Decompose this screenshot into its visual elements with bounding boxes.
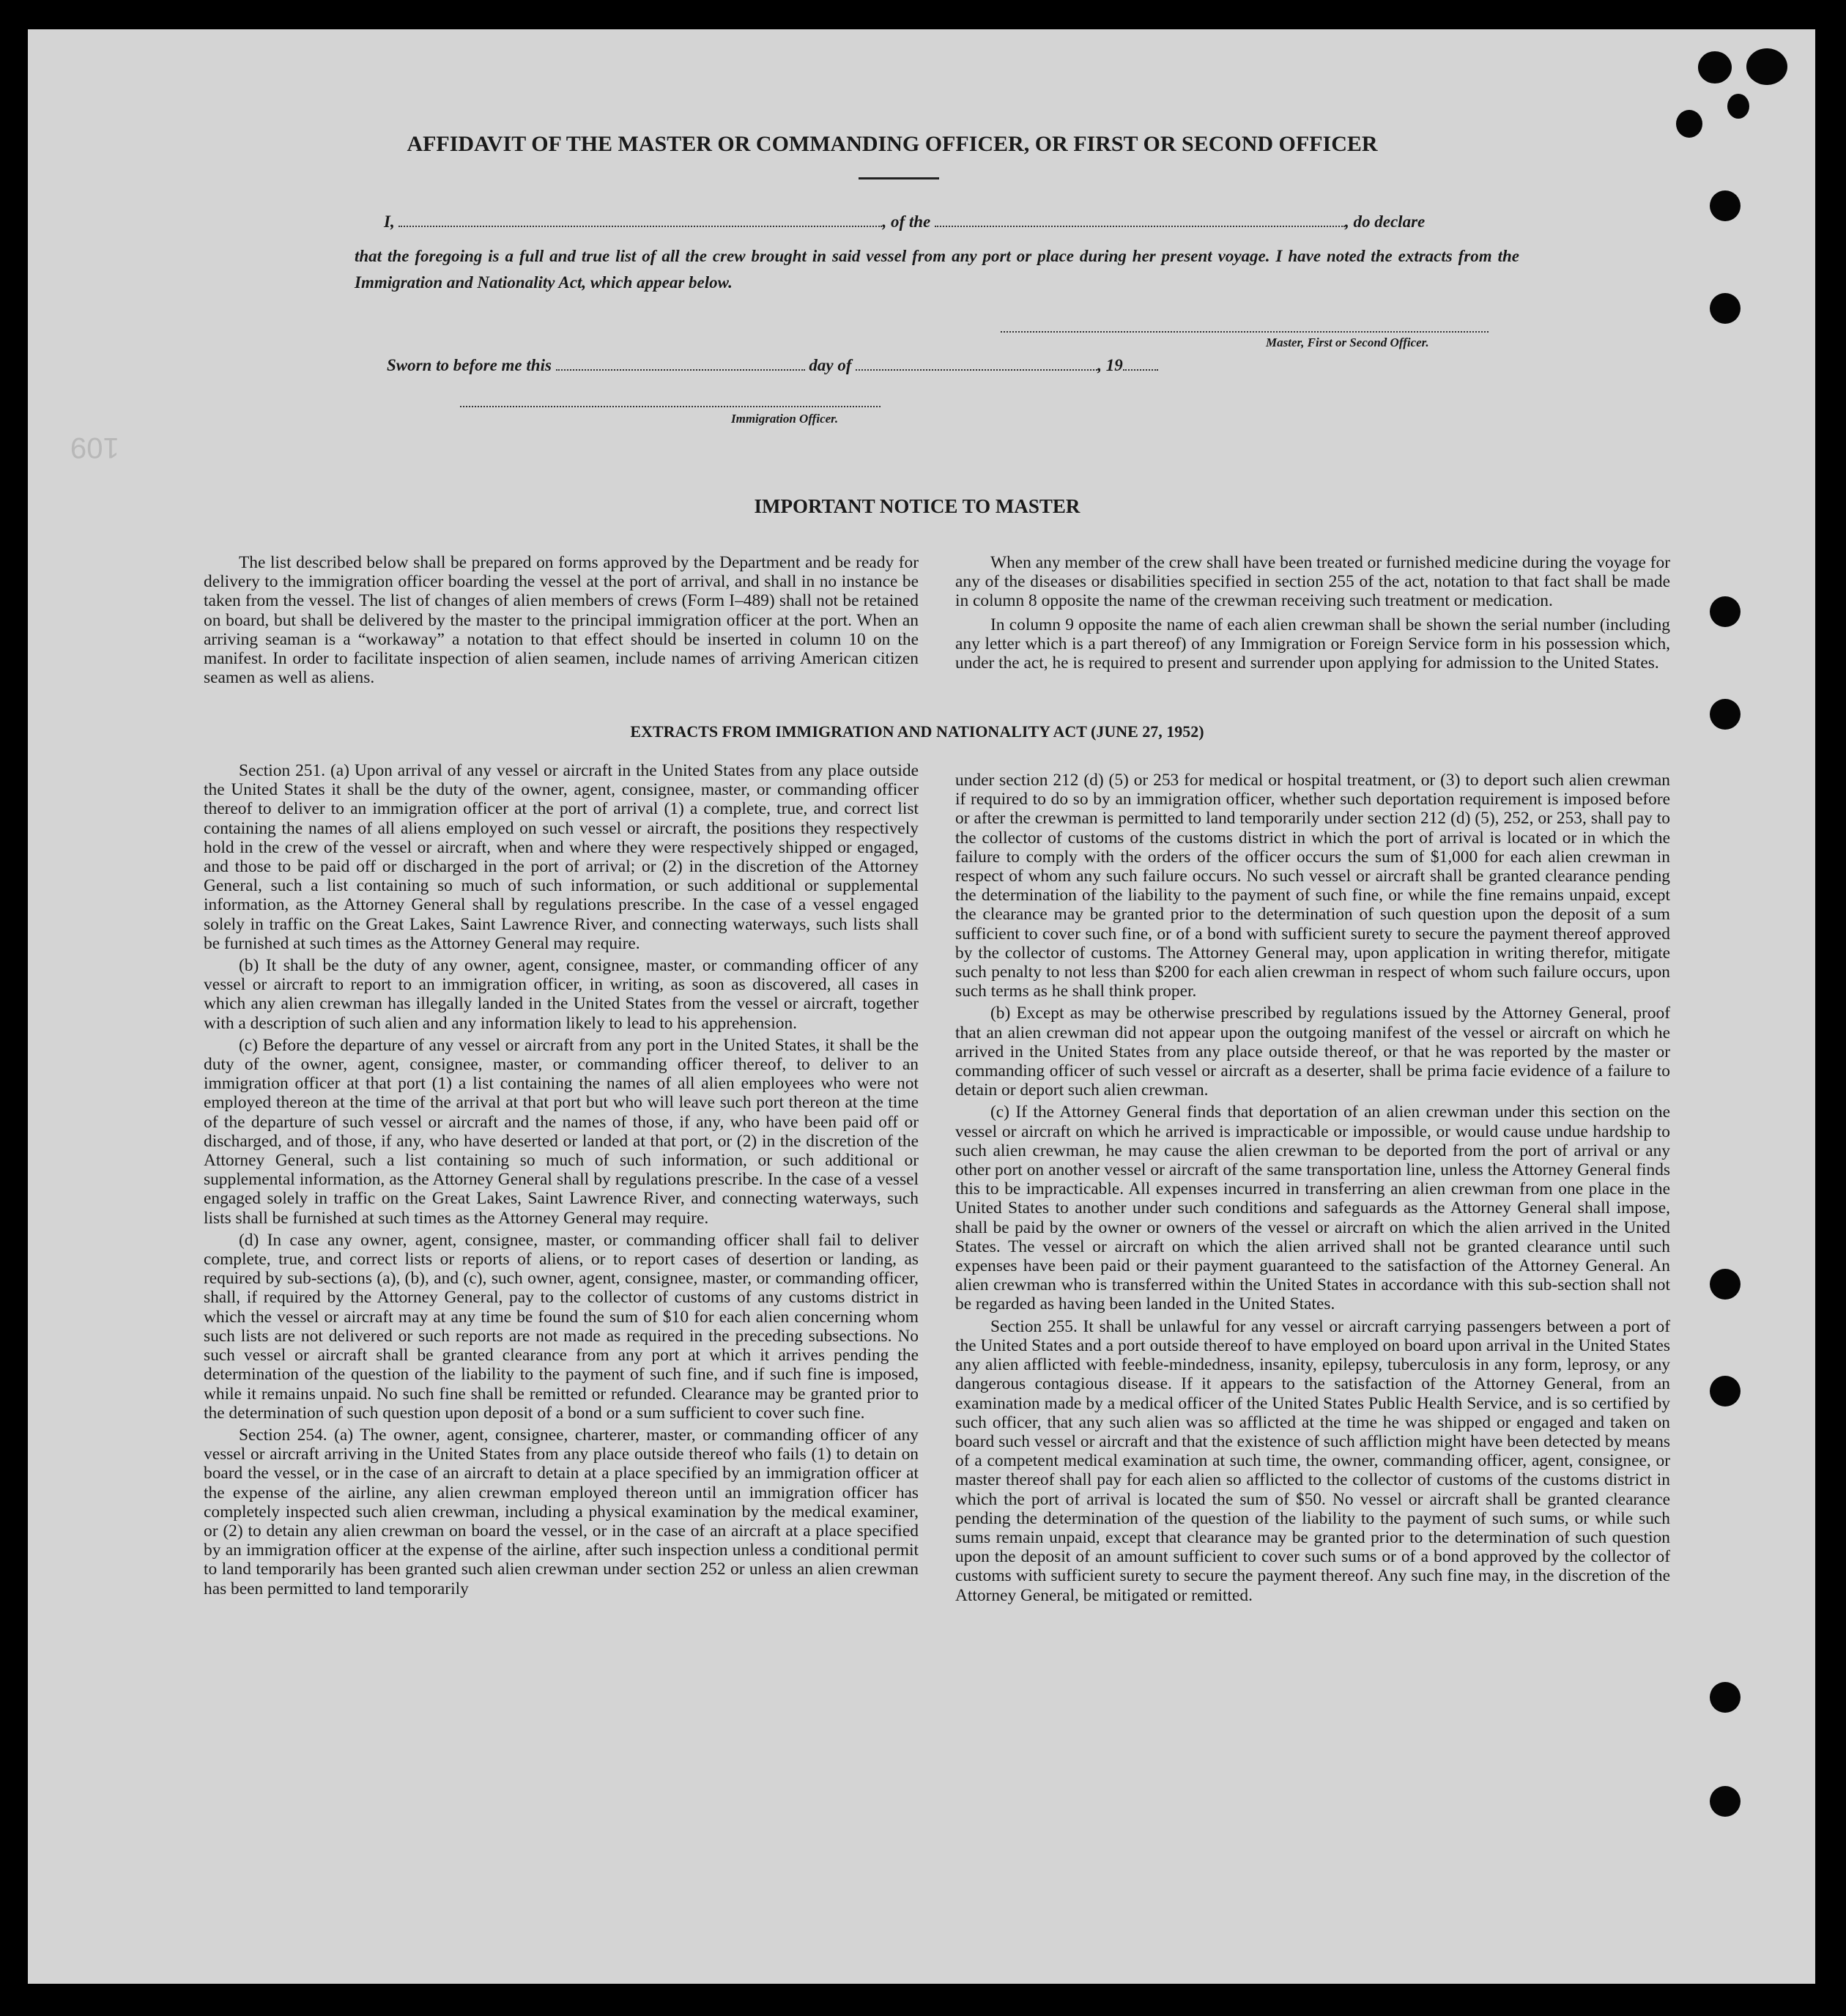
- sworn-line: [387, 356, 1158, 375]
- binder-hole: [1710, 190, 1741, 221]
- affidavit-body: that the foregoing is a full and true list of all the crew brought in said vessel from any port or place during her present voyage. I have noted the extracts from the Immigration and Nationality Act, which appear below.: [355, 247, 1519, 292]
- binder-hole: [1727, 94, 1749, 119]
- notice-left-paragraph: The list described below shall be prepared on forms approved by the Department and be ready for delivery to the immigration officer boarding the vessel at the port of arrival, and shall in no instance be taken from the vessel. The list of changes of alien members of crews (Form I–489) shall not be retained on board, but shall be delivered by the master to the principal immigration officer at the port. When an arriving seaman is a “workaway” a notation to that effect should be inserted in column 10 on the manifest. In order to facilitate inspection of alien seamen, include names of arriving American citizen seamen as well as aliens.: [204, 553, 919, 688]
- notice-left-column: [204, 553, 919, 687]
- vessel-blank[interactable]: [935, 226, 1345, 227]
- binder-hole: [1698, 51, 1732, 84]
- officer-signature-line[interactable]: [460, 406, 881, 407]
- notice-title: IMPORTANT NOTICE TO MASTER: [754, 495, 1080, 517]
- section-254-a: Section 254. (a) The owner, agent, consignee, charterer, master, or commanding officer of any vessel or aircraft arriving in the United States from any place outside thereof who fails (1) to detain on board the vessel, or in the case of an aircraft to detain at a place specified by an immigration officer at the expense of the airline, any alien crewman employed thereon until an immigration officer has completely inspected such alien crewman, including a physical examination by the medical examiner, or (2) to detain any alien crewman on board the vessel, or in the case of an aircraft at a place specified by an immigration officer at the expense of the airline, after such inspection unless a conditional permit to land temporarily has been granted such alien crewman under section 252 or unless an alien crewman has been permitted to land temporarily: [204, 1425, 919, 1598]
- officer-signature-label: Immigration Officer.: [731, 412, 839, 426]
- binder-hole: [1710, 1269, 1741, 1300]
- extracts-title: EXTRACTS FROM IMMIGRATION AND NATIONALITY ACT (JUNE 27, 1952): [630, 722, 1204, 741]
- notice-right-paragraph-2: In column 9 opposite the name of each alien crewman shall be shown the serial number (including any letter which is a part thereof) of any Immigration or Foreign Service form in his possession which, under the act, he is required to present and surrender upon applying for admission to the United States.: [955, 615, 1670, 673]
- binder-hole: [1710, 293, 1741, 324]
- section-254-c: (c) If the Attorney General finds that deportation of an alien crewman under this section on the vessel or aircraft on which he arrived is impracticable or impossible, or would cause undue hardship to such alien crewman, he may cause the alien crewman to be deported from the port of arrival or any other port on another vessel or aircraft of the same transportation line, unless the Attorney General finds this to be impracticable. All expenses incurred in transferring an alien crewman from one place in the United States to another under such conditions and safeguards as the Attorney General shall impose, shall be paid by the owner or owners of the vessel or aircraft on which the alien arrived in the United States. The vessel or aircraft on which the alien arrived shall not be granted clearance until such expenses have been paid or their payment guaranteed to the satisfaction of the Attorney General. An alien crewman who is transferred within the United States in accordance with this sub-section shall not be regarded as having been landed in the United States.: [955, 1102, 1670, 1314]
- section-251-c: (c) Before the departure of any vessel or aircraft from any port in the United States, it shall be the duty of the owner, agent, consignee, master, or commanding officer thereof, to deliver to an immigration officer at that port (1) a list containing the names of all alien employees who were not employed thereon at the time of the arrival at that port but who will leave such port thereon at the time of the departure of such vessel or aircraft and the names of those, if any, who have been paid off or discharged, and of those, if any, who have deserted or landed at that port, or (2) in the discretion of the Attorney General, such a list containing so much of such information, or such additional or supplemental information, as the Attorney General shall by regulations prescribe. In the case of a vessel engaged solely in traffic on the Great Lakes, Saint Lawrence River, and connecting waterways, such lists shall be furnished at such times as the Attorney General may require.: [204, 1035, 919, 1228]
- binder-hole: [1710, 1682, 1741, 1713]
- section-254-a-continued: under section 212 (d) (5) or 253 for medical or hospital treatment, or (3) to deport such alien crewman if required to do so by an immigration officer, whether such deportation requirement is imposed before or after the crewman is permitted to land temporarily under section 212 (d) (5), 252, or 253, shall pay to the collector of customs of the customs district in which the port of arrival is located or in which the failure to comply with the orders of the officer occurs the sum of $1,000 for each alien crewman in respect of whom any such failure occurs. No such vessel or aircraft shall be granted clearance pending the determination of the liability to the payment of such fine, or while the fine remains unpaid, except the clearance may be granted prior to the determination of such question upon the deposit of a sum sufficient to cover such fine, or of a bond with sufficient surety to secure the payment thereof approved by the collector of customs. The Attorney General may, upon application in writing therefor, mitigate such penalty to not less than $200 for each alien crewman in respect of whom such failure occurs, upon such terms as he shall think proper.: [955, 771, 1670, 1001]
- year-label: , 19: [1097, 356, 1123, 374]
- notice-right-paragraph-1: When any member of the crew shall have been treated or furnished medicine during the voyage for any of the diseases or disabilities specified in section 255 of the act, notation to that fact shall be made in column 8 opposite the name of the crewman receiving such treatment or medication.: [955, 553, 1670, 611]
- binder-hole: [1710, 699, 1741, 730]
- name-blank[interactable]: [399, 226, 882, 227]
- binder-hole: [1710, 1786, 1741, 1817]
- section-251-b: (b) It shall be the duty of any owner, agent, consignee, master, or commanding officer of any vessel or aircraft to report to an immigration officer, in writing, as soon as discovered, all cases in which any alien crewman has illegally landed in the United States from the vessel or aircraft, together with a description of such alien and any information likely to lead to his apprehension.: [204, 956, 919, 1033]
- binder-hole: [1710, 596, 1741, 627]
- section-251-d: (d) In case any owner, agent, consignee, master, or commanding officer shall fail to deliver complete, true, and correct lists or reports of aliens, or to report cases of desertion or landing, as required by sub-sections (a), (b), and (c), such owner, agent, consignee, master, or commanding officer, shall, if required by the Attorney General, pay to the collector of customs of any customs district in which the vessel or aircraft may at any time be found the sum of $10 for each alien concerning whom such lists are not delivered or such reports are not made as required in the preceding subsections. No such vessel or aircraft shall be granted clearance from any port at which it arrives pending the determination of the question of the liability to the payment of such fine, and if such fine is imposed, while it remains unpaid. No such fine shall be remitted or refunded. Clearance may be granted prior to the determination of such question upon deposit of a bond or a sum sufficient to cover such fine.: [204, 1230, 919, 1423]
- extracts-right-column: [955, 771, 1670, 1605]
- declaration-of-the: , of the: [882, 212, 931, 231]
- margin-page-number: 109: [70, 431, 119, 464]
- sworn-day-blank[interactable]: [556, 369, 805, 371]
- binder-hole: [1746, 48, 1787, 85]
- declaration-i: I,: [384, 212, 395, 231]
- master-signature-label: Master, First or Second Officer.: [1266, 336, 1429, 349]
- sworn-label: Sworn to before me this: [387, 356, 552, 374]
- binder-hole: [1676, 110, 1702, 138]
- day-of-label: day of: [809, 356, 852, 374]
- master-signature-line[interactable]: [1001, 331, 1489, 333]
- declaration-line: [384, 212, 1519, 231]
- sworn-month-blank[interactable]: [856, 369, 1097, 371]
- affidavit-title: AFFIDAVIT OF THE MASTER OR COMMANDING OFFICER, OR FIRST OR SECOND OFFICER: [407, 132, 1378, 156]
- declaration-end: , do declare: [1345, 212, 1426, 231]
- title-rule: [859, 177, 939, 179]
- section-254-b: (b) Except as may be otherwise prescribed by regulations issued by the Attorney General, proof that an alien crewman did not appear upon the outgoing manifest of the vessel or aircraft on which he arrived in the United States from any place outside thereof, or that he was reported by the master or commanding officer of such vessel or aircraft as a deserter, shall be prima facie evidence of a failure to detain or deport such alien crewman.: [955, 1004, 1670, 1100]
- notice-right-column: [955, 553, 1670, 672]
- document-page: [28, 29, 1815, 1984]
- section-251-a: Section 251. (a) Upon arrival of any vessel or aircraft in the United States from any place outside the United States it shall be the duty of the owner, agent, consignee, master, or commanding officer thereof to deliver to an immigration officer at the port of arrival (1) a complete, true, and correct list containing the names of all aliens employed on such vessel or aircraft, the positions they respectively hold in the crew of the vessel or aircraft, when and where they were respectively shipped or engaged, and those to be paid off or discharged in the port of arrival; or (2) in the discretion of the Attorney General, such a list containing so much of such information, or such additional or supplemental information, as the Attorney General shall by regulations prescribe. In the case of a vessel engaged solely in traffic on the Great Lakes, Saint Lawrence River, and connecting waterways, such lists shall be furnished at such times as the Attorney General may require.: [204, 761, 919, 953]
- binder-hole: [1710, 1376, 1741, 1407]
- year-blank[interactable]: [1123, 369, 1158, 371]
- section-255: Section 255. It shall be unlawful for any vessel or aircraft carrying passengers between a port of the United States and a port outside thereof to have employed on board upon arrival in the United States any alien afflicted with feeble-mindedness, insanity, epilepsy, tuberculosis in any form, leprosy, or any dangerous contagious disease. If it appears to the satisfaction of the Attorney General, from an examination made by a medical officer of the United States Public Health Service, and is so certified by such officer, that any such alien was so afflicted at the time he was shipped or engaged and taken on board such vessel or aircraft and that the existence of such affliction might have been detected by means of a competent medical examination at such time, the owner, commanding officer, agent, consignee, or master thereof shall pay for each alien so afflicted to the collector of customs of the customs district in which the port of arrival is located the sum of $50. No vessel or aircraft shall be granted clearance pending the determination of the question of the liability to the payment of such sums, or while such sums remain unpaid, except that clearance may be granted prior to the determination of such question upon the deposit of an amount sufficient to cover such sums or of a bond approved by the collector of customs with sufficient surety to secure the payment thereof. Any such fine may, in the discretion of the Attorney General, be mitigated or remitted.: [955, 1316, 1670, 1605]
- extracts-left-column: [204, 761, 919, 1598]
